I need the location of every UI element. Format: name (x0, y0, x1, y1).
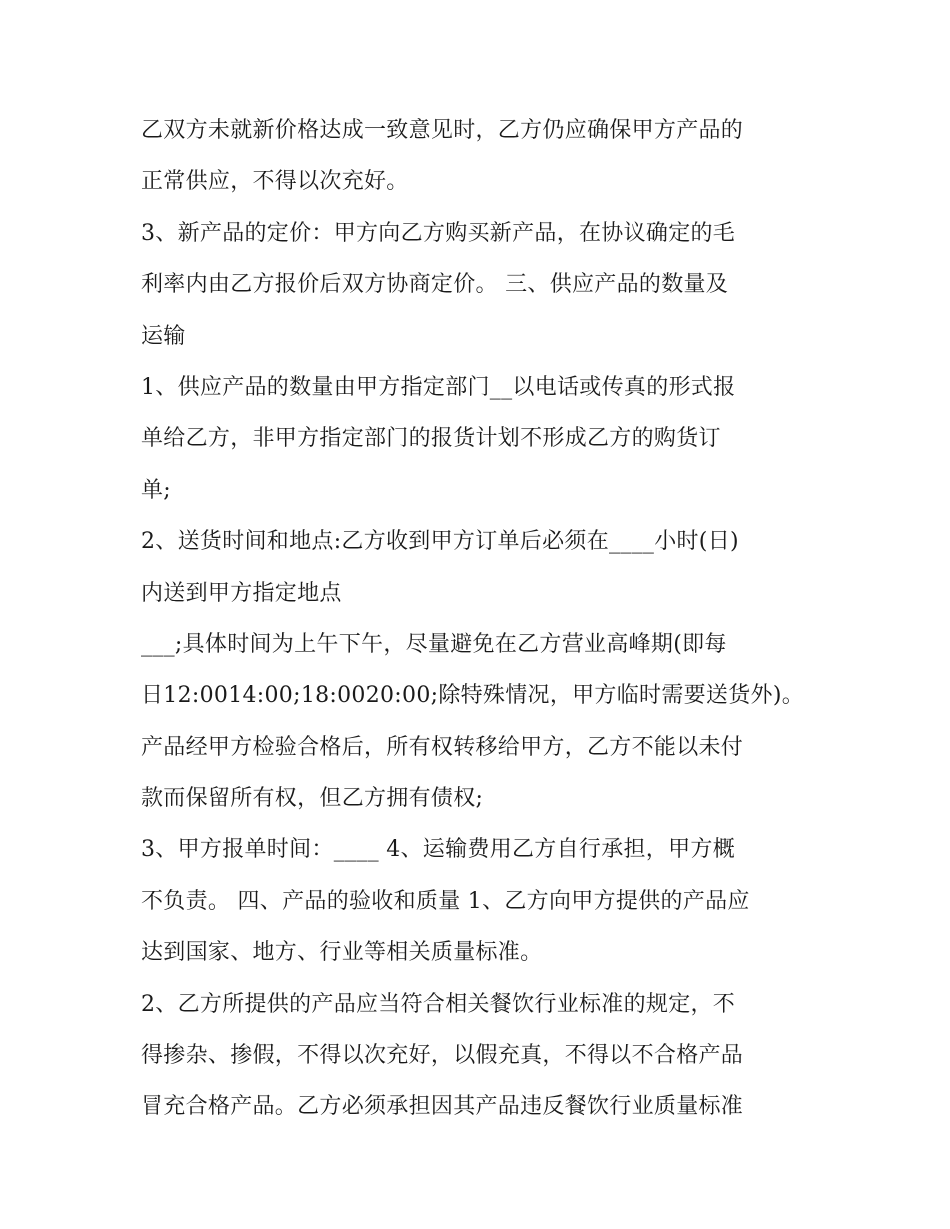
text-line: 款而保留所有权，但乙方拥有债权; (141, 786, 484, 812)
text-line: 1、供应产品的数量由甲方指定部门__以电话或传真的形式报 (141, 374, 736, 400)
text-line: 2、乙方所提供的产品应当符合相关餐饮行业标准的规定，不 (141, 991, 736, 1017)
text-line: 单; (141, 477, 172, 503)
text-line: 单给乙方，非甲方指定部门的报货计划不形成乙方的购货订 (141, 426, 721, 452)
text-line: 日12:0014:00;18:0020:00;除特殊情况，甲方临时需要送货外)。 (141, 683, 805, 709)
text-line: 利率内由乙方报价后双方协商定价。 三、供应产品的数量及 (141, 272, 729, 298)
contract-body-text (141, 105, 816, 1133)
text-line: 得掺杂、掺假，不得以次充好，以假充真，不得以不合格产品 (141, 1043, 744, 1069)
text-line: 冒充合格产品。乙方必须承担因其产品违反餐饮行业质量标准 (141, 1094, 744, 1120)
text-line: 正常供应，不得以次充好。 (141, 169, 409, 195)
text-line: 乙双方未就新价格达成一致意见时，乙方仍应确保甲方产品的 (141, 118, 744, 143)
text-line: 3、新产品的定价：甲方向乙方购买新产品，在协议确定的毛 (141, 220, 736, 246)
text-line: 2、送货时间和地点:乙方收到甲方订单后必须在____小时(日) (141, 529, 739, 555)
text-line: 3、甲方报单时间：____ 4、运输费用乙方自行承担，甲方概 (141, 837, 735, 863)
text-line: 不负责。 四、产品的验收和质量 1、乙方向甲方提供的产品应 (141, 888, 750, 914)
text-line: 运输 (141, 323, 186, 349)
text-line: 产品经甲方检验合格后，所有权转移给甲方，乙方不能以未付 (141, 734, 744, 760)
text-line: ___;具体时间为上午下午，尽量避免在乙方营业高峰期(即每 (141, 631, 727, 657)
text-line: 达到国家、地方、行业等相关质量标准。 (141, 940, 543, 966)
text-line: 内送到甲方指定地点 (141, 580, 342, 606)
